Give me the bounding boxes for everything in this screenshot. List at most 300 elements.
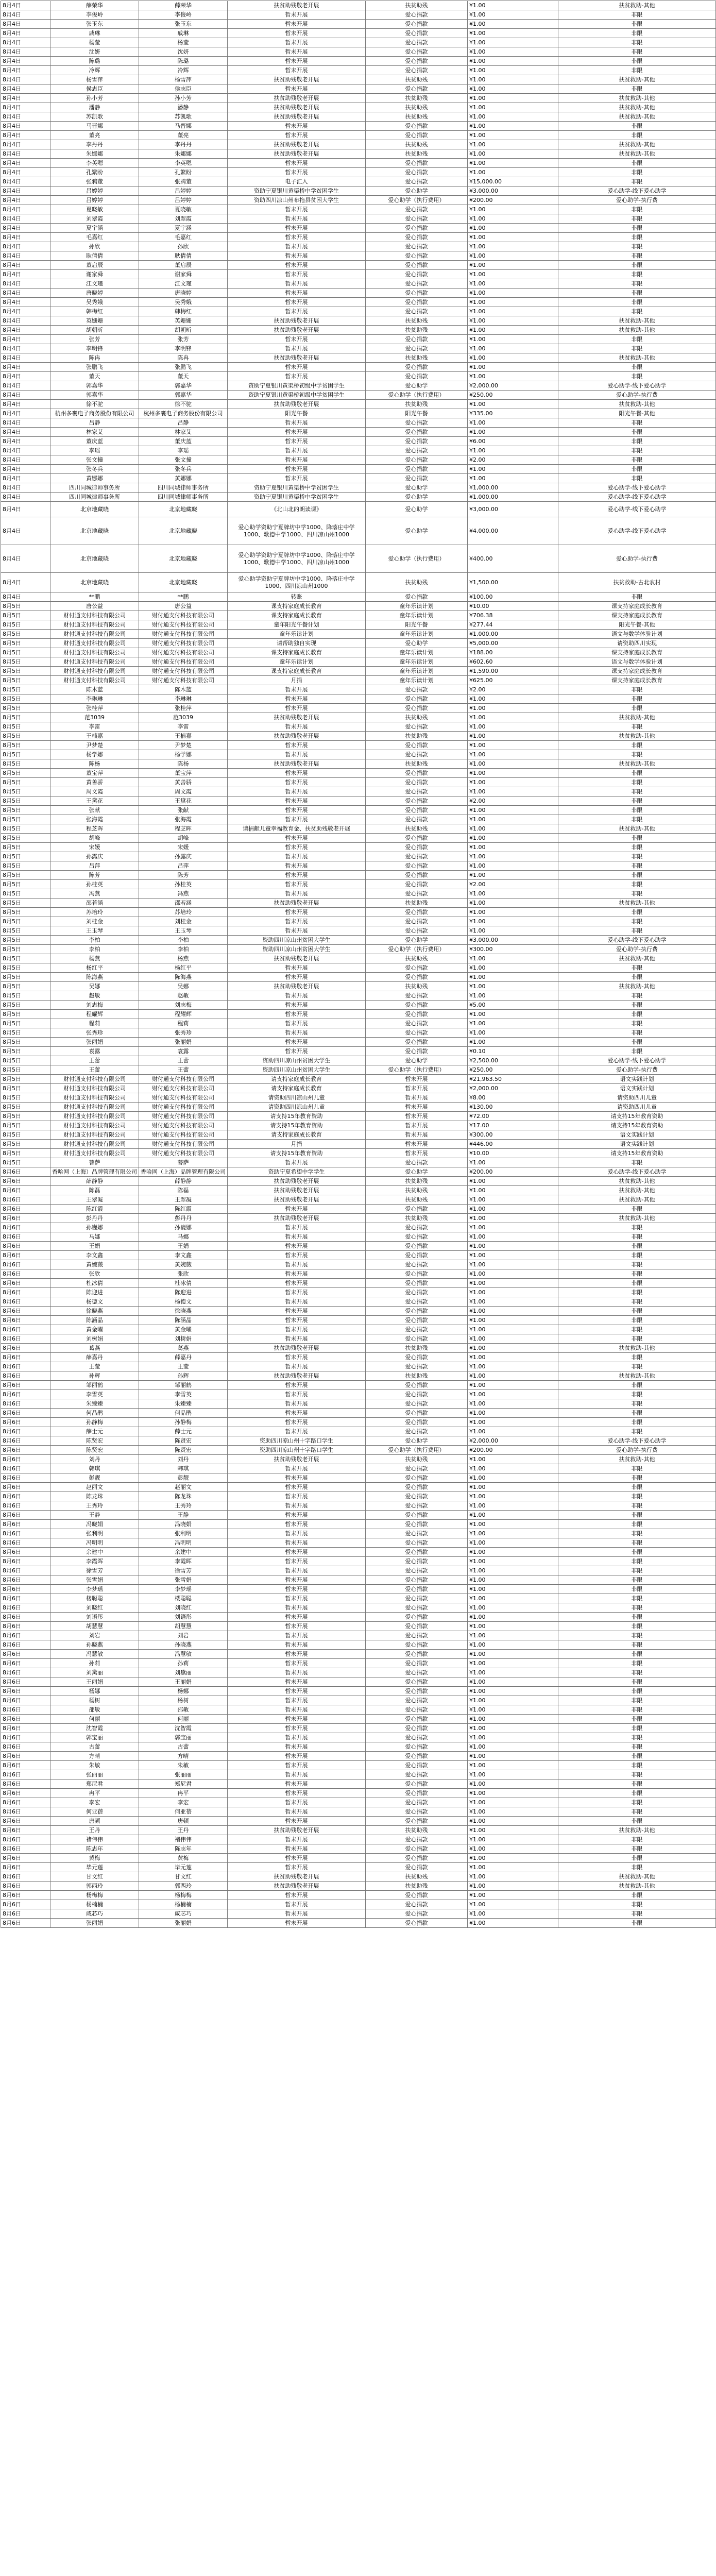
method-cell: 资助宁夏银川黄渠桥初级中学贫困学生 [228,381,366,391]
category-cell: 爱心捐款 [366,1844,468,1854]
amount-cell: ¥1.00 [468,29,558,38]
date-cell: 8月4日 [1,1,50,10]
donor-cell: 四川同城律师事务所 [50,493,139,502]
donor-cell: 杨燕 [50,954,139,963]
method-cell: 扶贫助残敬老开展 [228,94,366,103]
date-cell: 8月6日 [1,1177,50,1186]
date-cell: 8月5日 [1,1019,50,1028]
amount-cell: ¥1.00 [468,251,558,261]
table-row [1,84,716,94]
purpose-cell: 扶贫救助-其他 [558,400,716,409]
table-row [1,1640,716,1650]
amount-cell: ¥1.00 [468,1594,558,1603]
donor-alias-cell: 薛士元 [139,1427,228,1436]
purpose-cell: 非限 [558,1205,716,1214]
donor-alias-cell: 香哈网（上海）品牌管理有限公司 [139,1167,228,1177]
donor-cell: 冯明明 [50,1538,139,1548]
purpose-cell: 爱心助学-线下爱心助学 [558,1056,716,1065]
purpose-cell: 非限 [558,233,716,242]
category-cell: 扶贫助残 [366,1177,468,1186]
amount-cell: ¥2,000.00 [468,381,558,391]
donor-alias-cell: 冯明明 [139,1538,228,1548]
amount-cell: ¥1.00 [468,1566,558,1575]
donor-alias-cell: 黄梅 [139,1854,228,1863]
donor-cell: 孔繁盼 [50,168,139,177]
method-cell: 暂未开展 [228,1501,366,1511]
amount-cell: ¥1.00 [468,1761,558,1770]
date-cell: 8月5日 [1,1084,50,1093]
donor-cell: 韩梅红 [50,307,139,316]
date-cell: 8月4日 [1,224,50,233]
category-cell: 爱心捐款 [366,84,468,94]
table-row [1,573,716,592]
method-cell: 暂未开展 [228,1594,366,1603]
table-row [1,1195,716,1205]
donor-cell: 胡慧慧 [50,1622,139,1631]
date-cell: 8月5日 [1,602,50,611]
table-row [1,1288,716,1297]
donor-alias-cell: 陈木蓝 [139,685,228,694]
category-cell: 爱心捐款 [366,261,468,270]
table-row [1,1065,716,1075]
donor-cell: 王黛花 [50,796,139,806]
purpose-cell: 爱心助学-线下爱心助学 [558,1436,716,1446]
donor-cell: 甘文红 [50,1872,139,1882]
table-row [1,289,716,298]
table-row [1,1650,716,1659]
donor-alias-cell: 张利明 [139,1529,228,1538]
category-cell: 爱心捐款 [366,1650,468,1659]
method-cell: 暂未开展 [228,363,366,372]
category-cell: 爱心捐款 [366,1900,468,1909]
purpose-cell: 扶贫救助-其他 [558,1455,716,1464]
category-cell: 暂未开展 [366,1103,468,1112]
method-cell: 课支持家庭成长教育 [228,648,366,657]
amount-cell: ¥1.00 [468,1483,558,1492]
date-cell: 8月6日 [1,1780,50,1789]
category-cell: 扶贫助残 [366,1826,468,1835]
donor-cell: 董宝萍 [50,769,139,778]
amount-cell: ¥1,000.00 [468,630,558,639]
table-row [1,778,716,787]
category-cell: 爱心捐款 [366,694,468,704]
table-row [1,168,716,177]
purpose-cell: 扶贫救助-其他 [558,713,716,722]
amount-cell: ¥1.00 [468,1631,558,1640]
table-row [1,1455,716,1464]
method-cell: 暂未开展 [228,1001,366,1010]
amount-cell: ¥1.00 [468,57,558,66]
table-row [1,1464,716,1473]
category-cell: 爱心捐款 [366,1019,468,1028]
donor-alias-cell: 赵敏 [139,991,228,1001]
donor-cell: 陈贤宏 [50,1436,139,1446]
category-cell: 暂未开展 [366,1130,468,1140]
category-cell: 爱心捐款 [366,57,468,66]
category-cell: 爱心捐款 [366,1705,468,1715]
category-cell: 爱心捐款 [366,455,468,465]
donor-cell: 薛荣华 [50,1,139,10]
method-cell: 暂未开展 [228,1677,366,1687]
purpose-cell: 非限 [558,704,716,713]
donor-alias-cell: 韩琪 [139,1464,228,1473]
amount-cell: ¥1.00 [468,372,558,381]
date-cell: 8月4日 [1,391,50,400]
method-cell: 扶贫助残敬老开展 [228,899,366,908]
table-row [1,1789,716,1798]
method-cell: 暂未开展 [228,465,366,474]
amount-cell: ¥130.00 [468,1103,558,1112]
table-row [1,149,716,159]
method-cell: 暂未开展 [228,806,366,815]
donor-alias-cell: 黄善骄 [139,778,228,787]
donor-alias-cell: 唐晓婷 [139,289,228,298]
amount-cell: ¥5.00 [468,1001,558,1010]
category-cell: 爱心捐款 [366,1659,468,1668]
donor-alias-cell: 孙小芳 [139,94,228,103]
method-cell: 暂未开展 [228,1353,366,1362]
donor-alias-cell: 王翠凝 [139,1195,228,1205]
method-cell: 暂未开展 [228,1919,366,1928]
method-cell: 暂未开展 [228,843,366,852]
table-row [1,741,716,750]
method-cell: 暂未开展 [228,446,366,455]
purpose-cell: 非限 [558,1501,716,1511]
method-cell: 暂未开展 [228,1334,366,1344]
donor-alias-cell: 唐顿 [139,1817,228,1826]
donor-cell: 张献 [50,806,139,815]
method-cell: 暂未开展 [228,10,366,20]
table-row [1,1826,716,1835]
purpose-cell: 非限 [558,1483,716,1492]
purpose-cell: 非限 [558,834,716,843]
donor-alias-cell: 方晴 [139,1752,228,1761]
donor-cell: 刘志梅 [50,1001,139,1010]
date-cell: 8月4日 [1,344,50,353]
amount-cell: ¥200.00 [468,1446,558,1455]
method-cell: 暂未开展 [228,1529,366,1538]
donor-cell: 菩萨 [50,1158,139,1167]
donor-alias-cell: 胡慧慧 [139,1622,228,1631]
donor-alias-cell: 苏培玲 [139,908,228,917]
category-cell: 爱心捐款 [366,1640,468,1650]
category-cell: 扶贫助残 [366,1371,468,1381]
date-cell: 8月6日 [1,1288,50,1297]
donor-alias-cell: 郭嘉华 [139,381,228,391]
amount-cell: ¥1.00 [468,84,558,94]
donor-alias-cell: 沈妍 [139,47,228,57]
method-cell: 暂未开展 [228,372,366,381]
table-row [1,344,716,353]
purpose-cell: 非限 [558,926,716,936]
donor-alias-cell: 陈贤宏 [139,1436,228,1446]
category-cell: 爱心捐款 [366,1770,468,1780]
amount-cell: ¥1.00 [468,954,558,963]
donor-cell: 陈志年 [50,1844,139,1854]
method-cell: 暂未开展 [228,1752,366,1761]
donor-cell: 葛燕 [50,1344,139,1353]
donor-alias-cell: 刘岩 [139,1631,228,1640]
donor-cell: 杨莹 [50,38,139,47]
amount-cell: ¥1.00 [468,1640,558,1650]
donor-cell: 孙巍娜 [50,1223,139,1232]
purpose-cell: 非限 [558,159,716,168]
date-cell: 8月6日 [1,1557,50,1566]
purpose-cell: 非限 [558,1418,716,1427]
date-cell: 8月5日 [1,871,50,880]
donor-cell: 程莉 [50,1019,139,1028]
donor-alias-cell: 张鸦董 [139,177,228,187]
donor-cell: 余建中 [50,1548,139,1557]
table-row [1,1529,716,1538]
date-cell: 8月5日 [1,1038,50,1047]
donor-alias-cell: 刘黛丽 [139,1668,228,1677]
donor-cell: 李俊岭 [50,10,139,20]
method-cell: 暂未开展 [228,963,366,973]
date-cell: 8月6日 [1,1186,50,1195]
donor-alias-cell: 夏晓敏 [139,205,228,214]
donor-cell: 黄婉薇 [50,1260,139,1269]
table-row [1,1205,716,1214]
amount-cell: ¥1.00 [468,1418,558,1427]
date-cell: 8月4日 [1,289,50,298]
table-row [1,843,716,852]
method-cell: 暂未开展 [228,1742,366,1752]
method-cell: 资助宁夏银川黄渠桥中学贫困学生 [228,187,366,196]
donor-alias-cell: 财付通支付科技有限公司 [139,1112,228,1121]
amount-cell: ¥1.00 [468,75,558,84]
method-cell: 暂未开展 [228,926,366,936]
amount-cell: ¥1.00 [468,1242,558,1251]
donor-cell: 郭西玲 [50,1882,139,1891]
donor-alias-cell: 吴秀娥 [139,298,228,307]
amount-cell: ¥602.60 [468,657,558,667]
category-cell: 爱心助学 [366,187,468,196]
donor-cell: 杭州多裹电子商务股份有限公司 [50,409,139,418]
donor-cell: 朱娜娜 [50,149,139,159]
date-cell: 8月5日 [1,815,50,824]
category-cell: 爱心捐款 [366,122,468,131]
donor-cell: 财付通支付科技有限公司 [50,630,139,639]
amount-cell: ¥1.00 [468,1511,558,1520]
date-cell: 8月6日 [1,1473,50,1483]
category-cell: 童年乐读计划 [366,602,468,611]
method-cell: 暂未开展 [228,66,366,75]
purpose-cell: 扶贫救助-其他 [558,1,716,10]
donor-alias-cell: 北京地藏晓 [139,573,228,592]
table-row [1,1334,716,1344]
method-cell: 扶贫助残敬老开展 [228,1195,366,1205]
table-row [1,1297,716,1307]
donor-cell: 张丽娟 [50,1919,139,1928]
amount-cell: ¥1.00 [468,298,558,307]
method-cell: 暂未开展 [228,704,366,713]
donor-alias-cell: 薛静静 [139,1177,228,1186]
donor-cell: 陈涵晶 [50,1316,139,1325]
donor-cell: 孙晓燕 [50,1640,139,1650]
method-cell: 暂未开展 [228,750,366,759]
category-cell: 爱心捐款 [366,685,468,694]
method-cell: 暂未开展 [228,1566,366,1575]
table-row [1,1075,716,1084]
date-cell: 8月6日 [1,1640,50,1650]
date-cell: 8月6日 [1,1390,50,1399]
table-row [1,722,716,732]
category-cell: 爱心捐款 [366,465,468,474]
amount-cell: ¥1.00 [468,214,558,224]
method-cell: 暂未开展 [228,1010,366,1019]
donor-alias-cell: 宋媛 [139,843,228,852]
purpose-cell: 非限 [558,1288,716,1297]
donor-alias-cell: 冉平 [139,1789,228,1798]
category-cell: 爱心捐款 [366,871,468,880]
donor-cell: 李琳琳 [50,694,139,704]
purpose-cell: 爱心助学-执行费 [558,1446,716,1455]
donor-cell: 夏宇涵 [50,224,139,233]
method-cell: 课支持家庭成长教育 [228,611,366,620]
method-cell: 暂未开展 [228,1362,366,1371]
purpose-cell: 非限 [558,1752,716,1761]
table-row [1,1381,716,1390]
donor-alias-cell: 薛嘉丹 [139,1353,228,1362]
method-cell: 扶贫助残敬老开展 [228,326,366,335]
donor-cell: 董庆蓝 [50,437,139,446]
donor-cell: 夏晓敏 [50,205,139,214]
date-cell: 8月5日 [1,732,50,741]
table-row [1,685,716,694]
category-cell: 爱心捐款 [366,1232,468,1242]
purpose-cell: 非限 [558,1575,716,1585]
method-cell: 扶贫助残敬老开展 [228,353,366,363]
method-cell: 请捐献儿童幸福教育金、扶贫助残敬老开展 [228,824,366,834]
table-row [1,1780,716,1789]
donor-alias-cell: 褚伟伟 [139,1835,228,1844]
donor-alias-cell: 王莹 [139,1362,228,1371]
method-cell: 暂未开展 [228,455,366,465]
category-cell: 扶贫助残 [366,759,468,769]
donor-alias-cell: **鹏 [139,592,228,602]
category-cell: 扶贫助残 [366,1455,468,1464]
donor-alias-cell: 袁露 [139,1047,228,1056]
purpose-cell: 非限 [558,307,716,316]
donation-table-body [1,1,716,1928]
method-cell: 扶贫助残敬老开展 [228,1882,366,1891]
donor-cell: 杨梅梅 [50,1891,139,1900]
category-cell: 爱心捐款 [366,1817,468,1826]
amount-cell: ¥2,500.00 [468,1056,558,1065]
purpose-cell: 非限 [558,1232,716,1242]
date-cell: 8月5日 [1,667,50,676]
purpose-cell: 非限 [558,1668,716,1677]
category-cell: 爱心捐款 [366,1835,468,1844]
method-cell: 暂未开展 [228,722,366,732]
amount-cell: ¥188.00 [468,648,558,657]
method-cell: 暂未开展 [228,1761,366,1770]
donor-alias-cell: 财付通支付科技有限公司 [139,667,228,676]
date-cell: 8月5日 [1,630,50,639]
amount-cell: ¥1.00 [468,103,558,112]
category-cell: 爱心捐款 [366,1325,468,1334]
category-cell: 爱心捐款 [366,289,468,298]
amount-cell: ¥1.00 [468,1260,558,1269]
method-cell: 扶贫助残敬老开展 [228,75,366,84]
amount-cell: ¥1.00 [468,1344,558,1353]
table-row [1,796,716,806]
donor-cell: 李柏 [50,945,139,954]
method-cell: 暂未开展 [228,973,366,982]
purpose-cell: 非限 [558,270,716,279]
method-cell: 扶贫助残敬老开展 [228,1344,366,1353]
purpose-cell: 非限 [558,722,716,732]
donor-cell: 薛嘉丹 [50,1353,139,1362]
category-cell: 童年乐读计划 [366,667,468,676]
amount-cell: ¥1.00 [468,787,558,796]
method-cell: 暂未开展 [228,880,366,889]
purpose-cell: 爱心助学-执行费 [558,545,716,573]
method-cell: 扶贫助残敬老开展 [228,1455,366,1464]
amount-cell: ¥1.00 [468,1205,558,1214]
category-cell: 爱心捐款 [366,917,468,926]
table-row [1,131,716,140]
date-cell: 8月6日 [1,1223,50,1232]
table-row [1,1186,716,1195]
category-cell: 扶贫助残 [366,112,468,122]
category-cell: 爱心捐款 [366,1715,468,1724]
donor-alias-cell: 四川同城律师事务所 [139,483,228,493]
donor-cell: 江文瑾 [50,279,139,289]
donor-cell: 英姗姗 [50,316,139,326]
purpose-cell: 扶贫救助-其他 [558,149,716,159]
donor-alias-cell: 郭宝丽 [139,1733,228,1742]
amount-cell: ¥1.00 [468,205,558,214]
table-row [1,936,716,945]
purpose-cell: 语文实践计划 [558,1075,716,1084]
category-cell: 爱心捐款 [366,20,468,29]
method-cell: 暂未开展 [228,1464,366,1473]
donation-table [1,1,716,1928]
donor-cell: 董亮 [50,131,139,140]
donor-alias-cell: 杨德文 [139,1297,228,1307]
date-cell: 8月6日 [1,1900,50,1909]
amount-cell: ¥1.00 [468,1251,558,1260]
category-cell: 阳光午餐 [366,620,468,630]
donor-alias-cell: 沈智霞 [139,1724,228,1733]
date-cell: 8月5日 [1,963,50,973]
method-cell: 暂未开展 [228,1483,366,1492]
date-cell: 8月6日 [1,1446,50,1455]
method-cell: 暂未开展 [228,428,366,437]
donor-cell: 苏培玲 [50,908,139,917]
date-cell: 8月5日 [1,1028,50,1038]
amount-cell: ¥100.00 [468,592,558,602]
donor-alias-cell: 程耀辉 [139,1010,228,1019]
method-cell: 资助四川凉山州十字路口学生 [228,1446,366,1455]
method-cell: 月捐 [228,1140,366,1149]
donor-alias-cell: 杨梅梅 [139,1891,228,1900]
date-cell: 8月5日 [1,1056,50,1065]
donor-cell: 陈杨 [50,759,139,769]
amount-cell: ¥1.00 [468,1613,558,1622]
donor-alias-cell: 杨莹 [139,38,228,47]
donor-cell: 财付通支付科技有限公司 [50,1149,139,1158]
amount-cell: ¥10.00 [468,602,558,611]
donor-cell: 杨树 [50,1696,139,1705]
method-cell: 暂未开展 [228,1232,366,1242]
table-row [1,1622,716,1631]
table-row [1,694,716,704]
method-cell: 暂未开展 [228,796,366,806]
method-cell: 扶贫助残敬老开展 [228,149,366,159]
